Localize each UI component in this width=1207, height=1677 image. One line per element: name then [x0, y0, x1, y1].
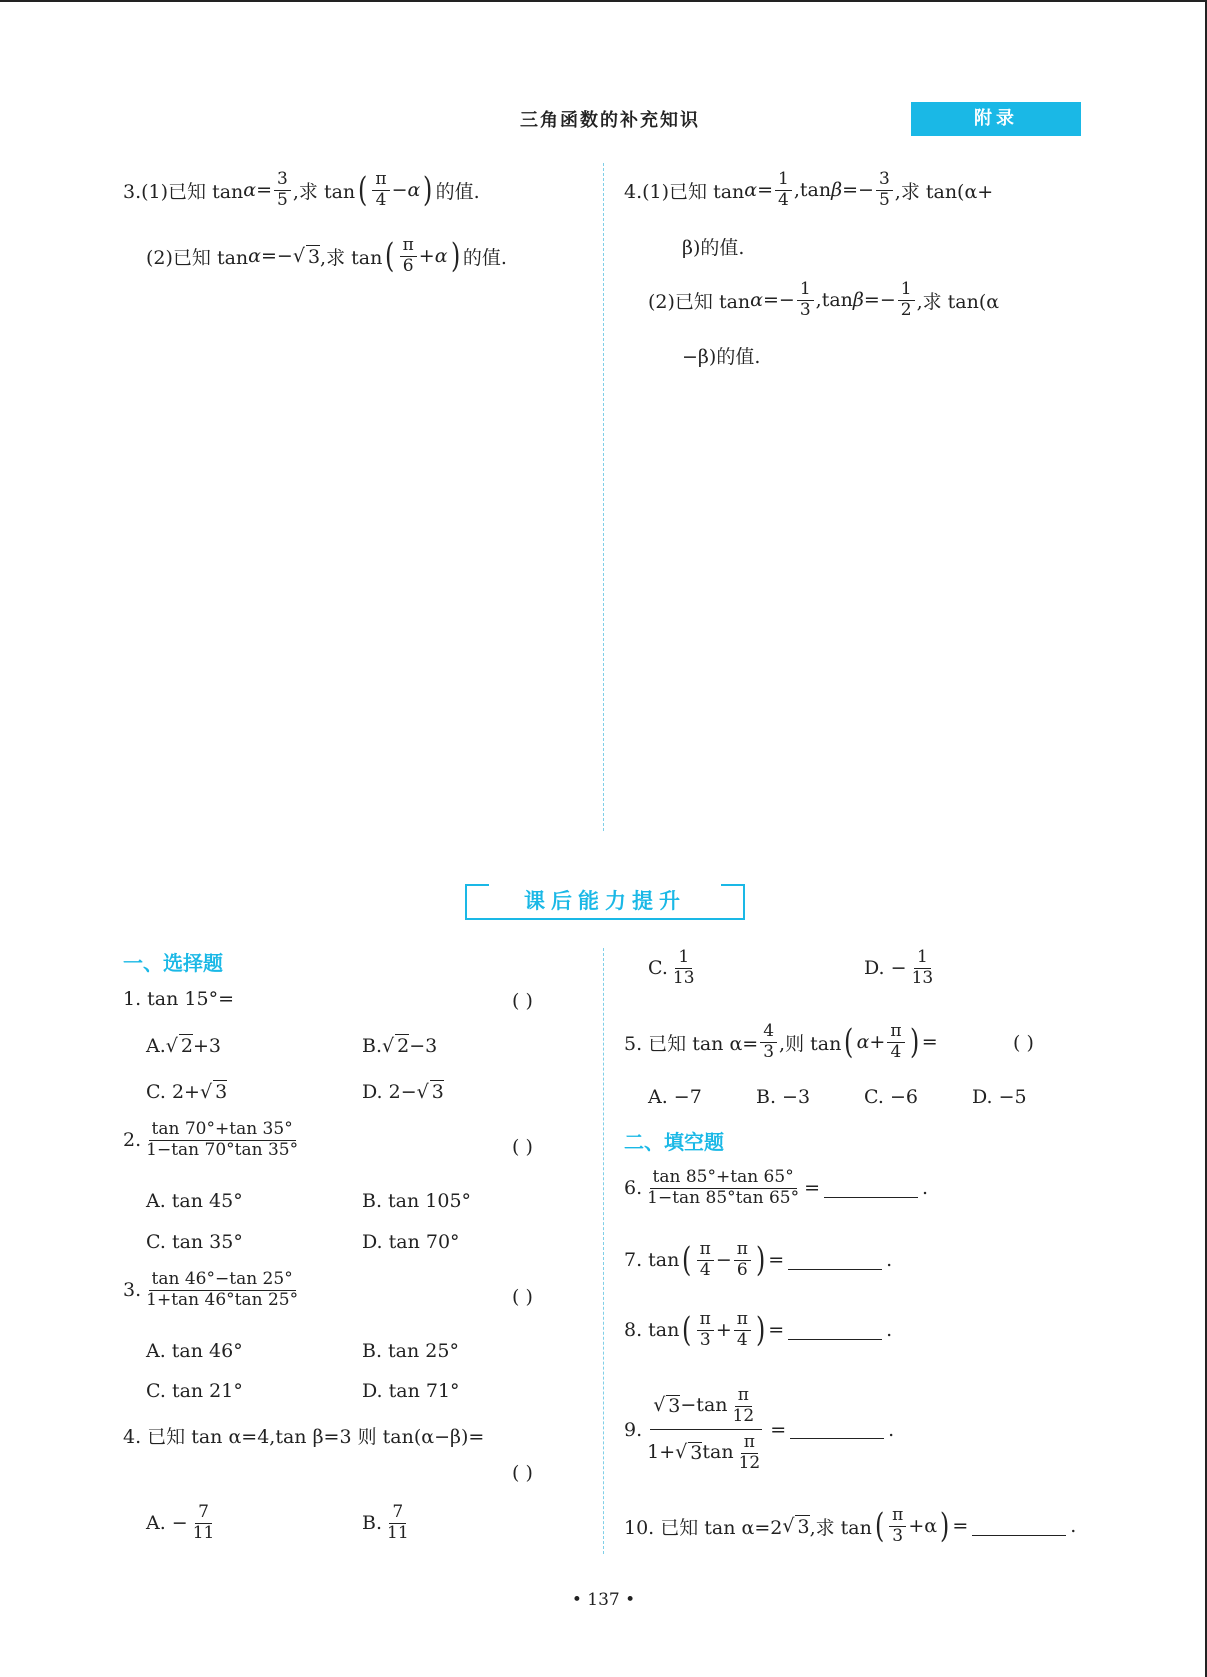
choice-1-option-b: B. √ 2 −3: [362, 1034, 438, 1057]
choice-3-option-b: B. tan 25°: [362, 1340, 459, 1362]
answer-blank[interactable]: [972, 1517, 1066, 1536]
fill-10: 10. 已知 tan α=2 √ 3 ,求 tan ( $\frac{\pi}{3}$ +α ) = .: [624, 1505, 1077, 1547]
answer-bracket: ( ): [1013, 1032, 1034, 1054]
fill-7: 7. tan ( $\frac{\pi}{4}$ − $\frac{\pi}{6}$ ) = .: [624, 1239, 893, 1281]
answer-blank[interactable]: [788, 1321, 882, 1340]
choice-2-option-c: C. tan 35°: [146, 1231, 243, 1253]
section-heading: 课后能力提升: [465, 884, 745, 920]
choice-5-option-a: A. −7: [648, 1086, 702, 1108]
answer-bracket: ( ): [512, 1136, 533, 1158]
page-number: • 137 •: [571, 1590, 636, 1610]
choice-section-title: 一、选择题: [123, 951, 223, 975]
fill-8: 8. tan ( $\frac{\pi}{3}$ + $\frac{\pi}{4}$ ) = .: [624, 1309, 893, 1351]
exercise-4-2: (2)已知 tan α =− $\frac{1}{3}$ ,tan β =− $\frac{1}{2}$ ,求 tan(α: [648, 279, 1000, 320]
exercise-4-1-cont: β)的值.: [682, 237, 745, 259]
choice-2-option-b: B. tan 105°: [362, 1190, 472, 1212]
column-divider-bottom: [603, 948, 604, 1554]
choice-4-option-c: C. $\frac{1}{13}$: [648, 947, 695, 988]
answer-blank[interactable]: [790, 1420, 884, 1439]
column-divider-top: [603, 163, 604, 831]
appendix-tag: 附录: [911, 102, 1081, 136]
page-frame-top: [0, 0, 1207, 2]
answer-bracket: ( ): [512, 990, 533, 1012]
choice-2-stem: 2. $\frac{\tan 70^\circ+\tan 35^\circ}{1-\tan 70^\circ\tan 35^\circ}$: [123, 1119, 299, 1160]
choice-1-option-c: C. 2+ √ 3: [146, 1080, 228, 1103]
choice-3-option-d: D. tan 71°: [362, 1380, 460, 1402]
exercise-3-2: (2)已知 tan α =− √ 3 ,求 tan ( $\frac{\pi}{6}$ + α ) 的值.: [146, 235, 507, 277]
answer-bracket: ( ): [512, 1286, 533, 1308]
exercise-4-2-cont: −β)的值.: [682, 346, 761, 368]
choice-1-option-a: A. √ 2 +3: [146, 1034, 221, 1057]
choice-5-option-d: D. −5: [972, 1086, 1027, 1108]
choice-4-option-a: A. − $\frac{7}{11}$: [146, 1502, 215, 1543]
choice-2-option-a: A. tan 45°: [146, 1190, 243, 1212]
choice-5-option-c: C. −6: [864, 1086, 918, 1108]
answer-blank[interactable]: [824, 1179, 918, 1198]
choice-4-option-d: D. − $\frac{1}{13}$: [864, 947, 934, 988]
exercise-3-1: 3.(1)已知 tan α = $\frac{3}{5}$ ,求 tan ( $\frac{\pi}{4}$ − α ) 的值.: [123, 169, 480, 211]
choice-4-stem: 4. 已知 tan α=4,tan β=3 则 tan(α−β)=: [123, 1426, 485, 1448]
choice-1-stem: 1. tan 15°=: [123, 988, 235, 1010]
choice-5-option-b: B. −3: [756, 1086, 811, 1108]
choice-3-option-c: C. tan 21°: [146, 1380, 243, 1402]
choice-3-stem: 3. $\frac{\tan 46^\circ-\tan 25^\circ}{1+\tan 46^\circ\tan 25^\circ}$: [123, 1269, 299, 1310]
answer-bracket: ( ): [512, 1462, 533, 1484]
fill-section-title: 二、填空题: [624, 1130, 724, 1154]
fill-9: 9. √ 3 −tan $\frac{\pi}{12}$ 1+ √ 3 tan $\frac{\pi}{12}$ = .: [624, 1385, 895, 1473]
choice-1-option-d: D. 2− √ 3: [362, 1080, 444, 1103]
fill-6: 6. $\frac{\tan 85^\circ+\tan 65^\circ}{1-\tan 85^\circ\tan 65^\circ}$ = .: [624, 1167, 929, 1208]
choice-3-option-a: A. tan 46°: [146, 1340, 243, 1362]
choice-5-stem: 5. 已知 tan α= $\frac{4}{3}$ ,则 tan ( α+ $\frac{\pi}{4}$ ) =: [624, 1021, 938, 1063]
choice-4-option-b: B. $\frac{7}{11}$: [362, 1502, 409, 1543]
answer-blank[interactable]: [788, 1251, 882, 1270]
exercise-4-1: 4.(1)已知 tan α = $\frac{1}{4}$ ,tan β =− $\frac{3}{5}$ ,求 tan(α+: [624, 169, 994, 210]
running-header: 三角函数的补充知识: [520, 110, 700, 131]
choice-2-option-d: D. tan 70°: [362, 1231, 460, 1253]
